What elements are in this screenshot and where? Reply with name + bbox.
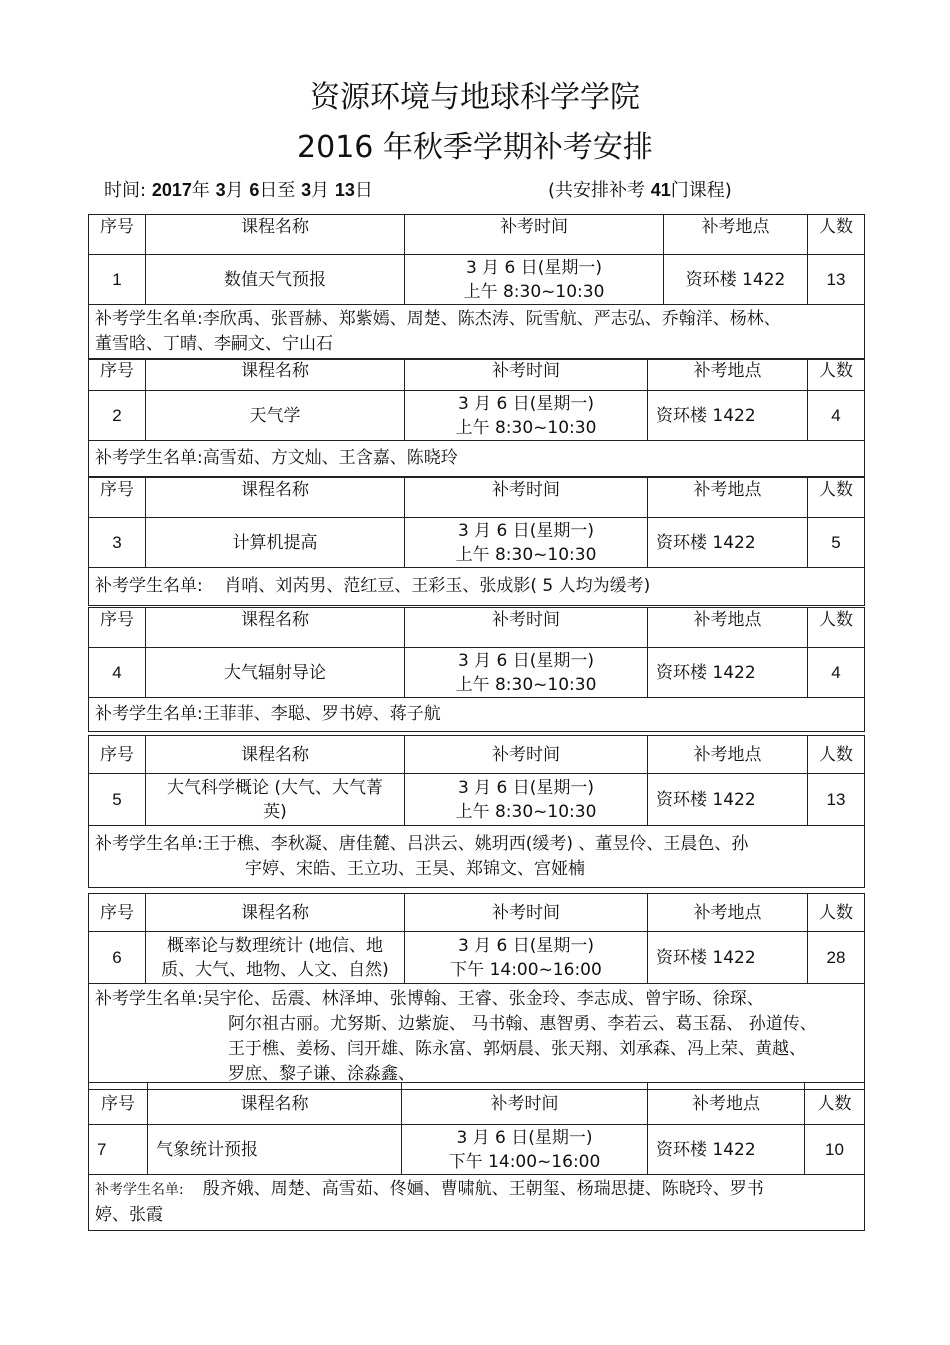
students-label: 补考学生名单: — [95, 576, 203, 596]
header-course: 课程名称 — [146, 608, 405, 648]
exam-row — [89, 1125, 865, 1175]
students-list — [89, 305, 865, 360]
month-char: 月 — [225, 180, 244, 201]
exam-date: 3 月 6 日(星期一) — [457, 393, 595, 414]
end-day-char: 日 — [354, 180, 373, 201]
students-line: 殷齐娥、周楚、高雪茹、佟婳、曹啸航、王朝玺、杨瑞思捷、陈晓玲、罗书 — [202, 1179, 764, 1199]
students-line: 董雪晗、丁晴、李嗣文、宁山石 — [95, 334, 333, 354]
header-row — [89, 359, 865, 391]
header-count: 人数 — [808, 608, 865, 648]
exam-date: 3 月 6 日(星期一) — [457, 650, 595, 671]
header-course: 课程名称 — [146, 215, 405, 255]
students-list — [89, 568, 865, 606]
exam-block-7 — [88, 1082, 864, 1231]
exam-place: 资环楼 1422 — [664, 255, 808, 305]
header-time: 补考时间 — [405, 359, 648, 391]
exam-block-4 — [88, 607, 864, 732]
header-place: 补考地点 — [648, 894, 808, 932]
exam-place: 资环楼 1422 — [648, 648, 808, 698]
exam-count: 10 — [805, 1125, 865, 1175]
exam-course — [146, 932, 405, 984]
header-seq: 序号 — [89, 736, 146, 774]
exam-course: 数值天气预报 — [146, 255, 405, 305]
students-row — [89, 305, 865, 360]
header-time: 补考时间 — [405, 478, 648, 518]
header-time: 补考时间 — [405, 215, 664, 255]
header-seq: 序号 — [89, 608, 146, 648]
exam-date: 3 月 6 日(星期一) — [465, 257, 603, 278]
course-count: 41 — [650, 180, 671, 200]
exam-time — [405, 391, 648, 441]
students-line: 吴宇伦、岳震、林泽坤、张博翰、王睿、张金玲、李志成、曾宇旸、徐琛、 — [202, 988, 764, 1009]
exam-seq: 1 — [89, 255, 146, 305]
exam-course-line: 英) — [263, 801, 287, 822]
exam-count: 5 — [808, 518, 865, 568]
students-line: 王于樵、李秋凝、唐佳麓、吕洪云、姚玥西(缓考) 、董昱伶、王晨色、孙 — [202, 833, 749, 854]
exam-place: 资环楼 1422 — [648, 774, 808, 826]
end-month-char: 月 — [311, 180, 330, 201]
exam-row — [89, 255, 865, 305]
header-row — [89, 1083, 865, 1125]
summary-close: 门课程) — [670, 180, 732, 201]
exam-course: 计算机提高 — [146, 518, 405, 568]
year-char: 年 — [191, 180, 210, 201]
header-course: 课程名称 — [146, 359, 405, 391]
header-count: 人数 — [808, 894, 865, 932]
students-label: 补考学生名单: — [95, 704, 203, 724]
exam-time — [402, 1125, 648, 1175]
exam-count: 13 — [808, 774, 865, 826]
exam-count: 28 — [808, 932, 865, 984]
students-row — [89, 698, 865, 732]
exam-row — [89, 932, 865, 984]
header-count: 人数 — [808, 215, 865, 255]
exam-count: 4 — [808, 391, 865, 441]
header-place: 补考地点 — [648, 478, 808, 518]
header-course: 课程名称 — [146, 894, 405, 932]
students-row — [89, 984, 865, 1090]
students-line: 王菲菲、李聪、罗书婷、蒋子航 — [202, 704, 441, 724]
exam-course: 气象统计预报 — [148, 1125, 402, 1175]
header-time: 补考时间 — [405, 608, 648, 648]
students-line: 李欣禹、张晋赫、郑紫嫣、周楚、陈杰涛、阮雪航、严志弘、乔翰洋、杨林、 — [202, 309, 781, 329]
end-month: 3 — [301, 180, 312, 200]
exam-row — [89, 518, 865, 568]
students-list — [89, 984, 865, 1090]
students-label: 补考学生名单: — [95, 1182, 184, 1198]
header-row — [89, 478, 865, 518]
schedule-time-range — [104, 176, 373, 202]
exam-slot: 上午 8:30~10:30 — [455, 417, 597, 438]
header-time: 补考时间 — [402, 1083, 648, 1125]
exam-seq: 4 — [89, 648, 146, 698]
header-course: 课程名称 — [148, 1083, 402, 1125]
exam-time — [405, 648, 648, 698]
exam-seq: 3 — [89, 518, 146, 568]
header-place: 补考地点 — [648, 736, 808, 774]
exam-count: 13 — [808, 255, 865, 305]
students-label: 补考学生名单: — [95, 833, 203, 854]
exam-slot: 下午 14:00~16:00 — [450, 959, 602, 980]
header-place: 补考地点 — [648, 608, 808, 648]
exam-row — [89, 774, 865, 826]
exam-place: 资环楼 1422 — [648, 391, 808, 441]
exam-course-line: 质、大气、地物、人文、自然) — [161, 959, 389, 980]
exam-row — [89, 391, 865, 441]
header-row — [89, 608, 865, 648]
exam-row — [89, 648, 865, 698]
students-row — [89, 441, 865, 477]
students-list — [89, 1175, 865, 1231]
exam-course-line: 概率论与数理统计 (地信、地 — [166, 935, 384, 956]
time-label: 时间: — [104, 180, 147, 201]
summary-open: (共安排补考 — [548, 180, 646, 201]
exam-time — [405, 255, 664, 305]
exam-place: 资环楼 1422 — [648, 518, 808, 568]
exam-date: 3 月 6 日(星期一) — [457, 520, 595, 541]
exam-slot: 上午 8:30~10:30 — [463, 281, 605, 302]
students-line: 宇婷、宋皓、王立功、王昊、郑锦文、宫娅楠 — [245, 858, 585, 879]
exam-place: 资环楼 1422 — [648, 932, 808, 984]
exam-course: 大气辐射导论 — [146, 648, 405, 698]
exam-date: 3 月 6 日(星期一) — [457, 935, 595, 956]
header-count: 人数 — [805, 1083, 865, 1125]
header-place: 补考地点 — [664, 215, 808, 255]
header-seq: 序号 — [89, 215, 146, 255]
exam-seq: 5 — [89, 774, 146, 826]
exam-time — [405, 774, 648, 826]
exam-slot: 下午 14:00~16:00 — [448, 1151, 601, 1172]
header-count: 人数 — [808, 478, 865, 518]
students-line: 高雪茹、方文灿、王含嘉、陈晓玲 — [202, 448, 458, 468]
header-time: 补考时间 — [405, 736, 648, 774]
exam-date: 3 月 6 日(星期一) — [456, 1127, 593, 1148]
end-day: 13 — [334, 180, 355, 200]
exam-place: 资环楼 1422 — [648, 1125, 805, 1175]
students-label: 补考学生名单: — [95, 988, 203, 1009]
header-time: 补考时间 — [405, 894, 648, 932]
header-place: 补考地点 — [648, 359, 808, 391]
start-month: 3 — [215, 180, 226, 200]
exam-seq: 2 — [89, 391, 146, 441]
header-seq: 序号 — [89, 478, 146, 518]
header-count: 人数 — [808, 359, 865, 391]
students-line: 王于樵、姜杨、闫开雄、陈永富、郭炳晨、张天翔、刘承森、冯上荣、黄越、 — [228, 1038, 806, 1059]
students-line: 阿尔祖古丽。尤努斯、边紫旋、 马书翰、惠智勇、李若云、葛玉磊、 孙道传、 — [228, 1013, 817, 1034]
students-row — [89, 826, 865, 888]
exam-count: 4 — [808, 648, 865, 698]
start-year: 2017 — [151, 180, 192, 200]
exam-slot: 上午 8:30~10:30 — [455, 801, 597, 822]
header-seq: 序号 — [89, 1083, 148, 1125]
header-place: 补考地点 — [648, 1083, 805, 1125]
exam-slot: 上午 8:30~10:30 — [455, 544, 597, 565]
header-seq: 序号 — [89, 359, 146, 391]
exam-slot: 上午 8:30~10:30 — [455, 674, 597, 695]
exam-course — [146, 774, 405, 826]
page-subtitle: 2016 年秋季学期补考安排 — [297, 130, 653, 165]
exam-block-5 — [88, 735, 864, 888]
exam-time — [405, 932, 648, 984]
header-course: 课程名称 — [146, 478, 405, 518]
exam-seq: 7 — [89, 1125, 148, 1175]
header-count: 人数 — [808, 736, 865, 774]
students-row — [89, 1175, 865, 1231]
exam-block-2 — [88, 358, 864, 477]
header-row — [89, 215, 865, 255]
exam-block-3 — [88, 477, 864, 606]
students-list — [89, 826, 865, 888]
exam-course: 天气学 — [146, 391, 405, 441]
exam-time — [405, 518, 648, 568]
students-line: 罗庶、黎子谦、涂淼鑫、 — [228, 1063, 415, 1084]
header-course: 课程名称 — [146, 736, 405, 774]
students-row — [89, 568, 865, 606]
exam-seq: 6 — [89, 932, 146, 984]
students-line: 肖哨、刘芮男、范红豆、王彩玉、张成影( 5 人均为缓考) — [224, 576, 651, 596]
exam-course-line: 大气科学概论 (大气、大气菁 — [166, 777, 384, 798]
exam-date: 3 月 6 日(星期一) — [457, 777, 595, 798]
page-title: 资源环境与地球科学学院 — [310, 80, 640, 115]
header-row — [89, 894, 865, 932]
exam-block-1 — [88, 214, 864, 360]
header-seq: 序号 — [89, 894, 146, 932]
students-list — [89, 441, 865, 477]
students-label: 补考学生名单: — [95, 448, 203, 468]
students-label: 补考学生名单: — [95, 309, 203, 329]
students-list — [89, 698, 865, 732]
header-row — [89, 736, 865, 774]
exam-block-6 — [88, 893, 864, 1090]
day-char: 日至 — [259, 180, 296, 201]
start-day: 6 — [249, 180, 260, 200]
course-summary — [548, 176, 732, 202]
students-line: 婷、张霞 — [95, 1205, 163, 1225]
